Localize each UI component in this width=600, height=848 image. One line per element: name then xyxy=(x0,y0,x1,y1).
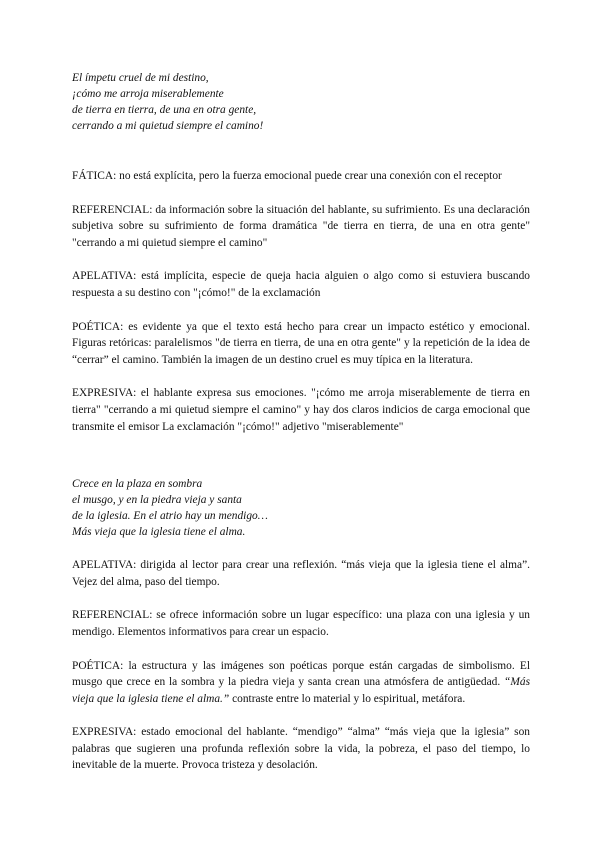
poetica-paragraph: POÉTICA: es evidente ya que el texto está hecho para crear un impacto estético y emocional. Figuras retóricas: paralelismos "de tierra en tierra, de una en otra gente" y la repetición de la idea de “cerrar” el camino. También la imagen de un destino cruel es muy típica en la literatura. xyxy=(72,320,530,366)
expresiva-paragraph-2: EXPRESIVA: estado emocional del hablante. “mendigo” “alma” “más vieja que la iglesia” son palabras que sugieren una profunda reflexión sobre la vida, la pobreza, el paso del tiempo, lo inevitable de la muerte. Provoca tristeza y desolación. xyxy=(72,726,530,772)
poem-line: de tierra en tierra, de una en otra gente, xyxy=(72,104,257,116)
poem-line: cerrando a mi quietud siempre el camino! xyxy=(72,120,264,132)
fatica-paragraph: FÁTICA: no está explícita, pero la fuerza emocional puede crear una conexión con el receptor xyxy=(72,170,502,182)
poem-line: de la iglesia. En el atrio hay un mendigo… xyxy=(72,510,268,523)
referencial-paragraph-2: REFERENCIAL: se ofrece información sobre un lugar específico: una plaza con una iglesia y un mendigo. Elementos informativos para crear un espacio. xyxy=(72,609,530,638)
poetica-quote: “Más vieja que la iglesia tiene el alma.” xyxy=(72,676,530,705)
expresiva-paragraph: EXPRESIVA: el hablante expresa sus emociones. "¡cómo me arroja miserablemente de tierra en tierra" "cerrando a mi quietud siempre el camino" y hay dos claros indicios de carga emocional que transmite el emisor La exclamación "¡cómo!" adjetivo "miserablemente" xyxy=(72,387,530,433)
poem-line: El ímpetu cruel de mi destino, xyxy=(72,72,209,84)
apelativa-paragraph: APELATIVA: está implícita, especie de queja hacia alguien o algo como si estuviera buscando respuesta a su destino con "¡cómo!" de la exclamación xyxy=(72,270,530,299)
poetica-text: POÉTICA: la estructura y las imágenes son poéticas porque están cargadas de simbolismo. El musgo que crece en la sombra y la piedra vieja y santa crean una atmósfera de antigüedad. xyxy=(72,659,530,689)
poem-line: Más vieja que la iglesia tiene el alma. xyxy=(72,526,246,539)
apelativa-paragraph-2: APELATIVA: dirigida al lector para crear una reflexión. “más vieja que la iglesia tiene el alma”. Vejez del alma, paso del tiempo. xyxy=(72,559,530,588)
poem-1 xyxy=(72,70,530,134)
poem-line: Crece en la plaza en sombra xyxy=(72,478,203,491)
referencial-paragraph: REFERENCIAL: da información sobre la situación del hablante, su sufrimiento. Es una declaración subjetiva sobre su sufrimiento de forma dramática "de tierra en tierra, de una en otra gente" "cerrando a mi quietud siempre el camino" xyxy=(72,203,530,249)
poem-line: el musgo, y en la piedra vieja y santa xyxy=(72,494,242,507)
poetica-paragraph-2 xyxy=(72,658,530,708)
poem-2 xyxy=(72,476,530,540)
poetica-text-end: contraste entre lo material y lo espiritual, metáfora. xyxy=(229,692,466,705)
poem-line: ¡cómo me arroja miserablemente xyxy=(72,88,224,100)
